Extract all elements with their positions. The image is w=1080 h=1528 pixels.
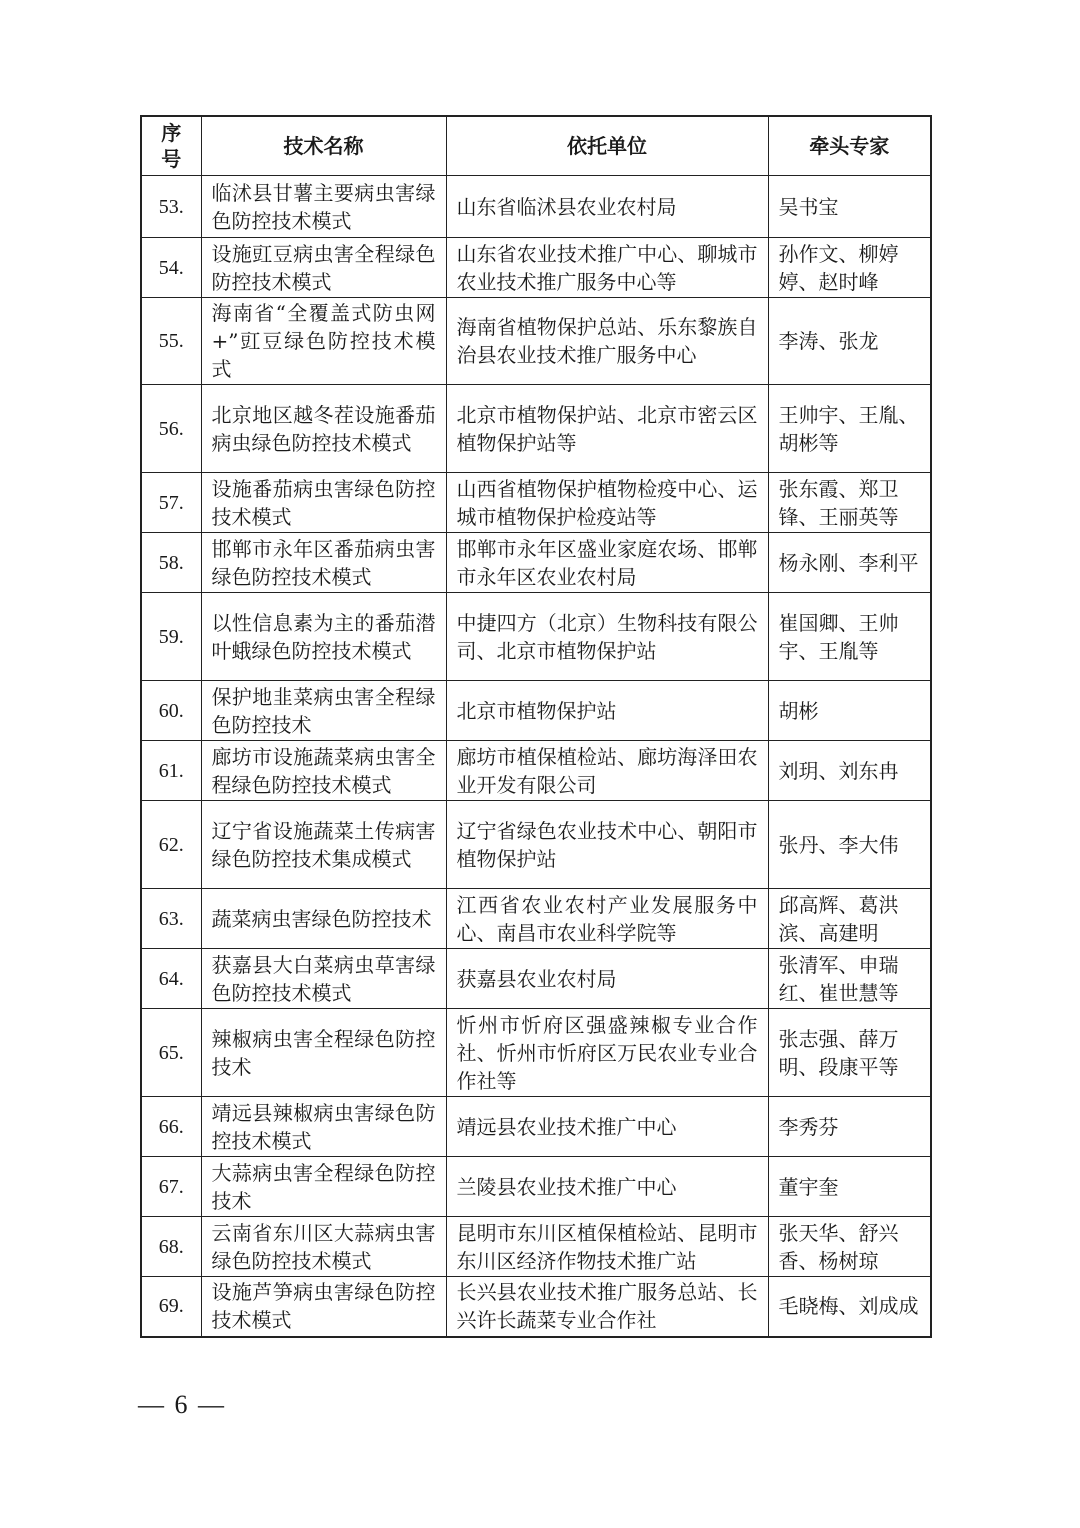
cell-seq: 66. (141, 1097, 201, 1157)
cell-seq: 58. (141, 533, 201, 593)
cell-expert: 张天华、舒兴香、杨树琼 (768, 1217, 931, 1277)
cell-unit: 江西省农业农村产业发展服务中心、南昌市农业科学院等 (446, 889, 768, 949)
cell-tech-name: 蔬菜病虫害绿色防控技术 (201, 889, 446, 949)
table-row (141, 176, 931, 238)
cell-expert: 张东霞、郑卫锋、王丽英等 (768, 473, 931, 533)
cell-tech-name: 海南省“全覆盖式防虫网+”豇豆绿色防控技术模式 (201, 298, 446, 385)
cell-seq: 57. (141, 473, 201, 533)
table-row (141, 298, 931, 385)
table-row (141, 741, 931, 801)
table-row (141, 533, 931, 593)
cell-expert: 孙作文、柳婷婷、赵时峰 (768, 238, 931, 298)
header-unit: 依托单位 (446, 116, 768, 176)
cell-seq: 67. (141, 1157, 201, 1217)
cell-tech-name: 以性信息素为主的番茄潜叶蛾绿色防控技术模式 (201, 593, 446, 681)
cell-unit: 获嘉县农业农村局 (446, 949, 768, 1009)
table-row (141, 593, 931, 681)
cell-unit: 海南省植物保护总站、乐东黎族自治县农业技术推广服务中心 (446, 298, 768, 385)
cell-tech-name: 设施番茄病虫害绿色防控技术模式 (201, 473, 446, 533)
header-seq (141, 116, 201, 176)
technology-list-table (140, 115, 932, 1338)
cell-seq: 62. (141, 801, 201, 889)
table-row (141, 1217, 931, 1277)
cell-expert: 董宇奎 (768, 1157, 931, 1217)
cell-tech-name: 邯郸市永年区番茄病虫害绿色防控技术模式 (201, 533, 446, 593)
cell-tech-name: 靖远县辣椒病虫害绿色防控技术模式 (201, 1097, 446, 1157)
cell-seq: 54. (141, 238, 201, 298)
cell-tech-name: 设施芦笋病虫害绿色防控技术模式 (201, 1277, 446, 1337)
cell-tech-name: 大蒜病虫害全程绿色防控技术 (201, 1157, 446, 1217)
cell-unit: 忻州市忻府区强盛辣椒专业合作社、忻州市忻府区万民农业专业合作社等 (446, 1009, 768, 1097)
cell-expert: 刘玥、刘东冉 (768, 741, 931, 801)
cell-expert: 张清军、申瑞红、崔世慧等 (768, 949, 931, 1009)
table-row (141, 681, 931, 741)
table-row (141, 1009, 931, 1097)
cell-expert: 张丹、李大伟 (768, 801, 931, 889)
cell-tech-name: 获嘉县大白菜病虫草害绿色防控技术模式 (201, 949, 446, 1009)
cell-expert: 杨永刚、李利平 (768, 533, 931, 593)
cell-tech-name: 辽宁省设施蔬菜土传病害绿色防控技术集成模式 (201, 801, 446, 889)
cell-unit: 北京市植物保护站 (446, 681, 768, 741)
cell-unit: 中捷四方（北京）生物科技有限公司、北京市植物保护站 (446, 593, 768, 681)
table-row (141, 1277, 931, 1337)
header-seq-char-1: 序 (161, 121, 182, 145)
cell-expert: 吴书宝 (768, 176, 931, 238)
cell-seq: 65. (141, 1009, 201, 1097)
cell-seq: 55. (141, 298, 201, 385)
header-tech-name: 技术名称 (201, 116, 446, 176)
cell-seq: 68. (141, 1217, 201, 1277)
table-row (141, 238, 931, 298)
cell-tech-name: 云南省东川区大蒜病虫害绿色防控技术模式 (201, 1217, 446, 1277)
cell-expert: 胡彬 (768, 681, 931, 741)
cell-unit: 邯郸市永年区盛业家庭农场、邯郸市永年区农业农村局 (446, 533, 768, 593)
cell-expert: 邱高辉、葛洪滨、高建明 (768, 889, 931, 949)
cell-unit: 兰陵县农业技术推广中心 (446, 1157, 768, 1217)
cell-tech-name: 设施豇豆病虫害全程绿色防控技术模式 (201, 238, 446, 298)
cell-seq: 69. (141, 1277, 201, 1337)
table-row (141, 801, 931, 889)
cell-expert: 崔国卿、王帅宇、王胤等 (768, 593, 931, 681)
cell-tech-name: 保护地韭菜病虫害全程绿色防控技术 (201, 681, 446, 741)
cell-unit: 山东省农业技术推广中心、聊城市农业技术推广服务中心等 (446, 238, 768, 298)
cell-unit: 长兴县农业技术推广服务总站、长兴许长蔬菜专业合作社 (446, 1277, 768, 1337)
table-row (141, 1097, 931, 1157)
cell-tech-name: 廊坊市设施蔬菜病虫害全程绿色防控技术模式 (201, 741, 446, 801)
cell-seq: 61. (141, 741, 201, 801)
cell-expert: 毛晓梅、刘成成 (768, 1277, 931, 1337)
cell-seq: 59. (141, 593, 201, 681)
page-number: — 6 — (138, 1390, 226, 1419)
table-header-row (141, 116, 931, 176)
cell-unit: 北京市植物保护站、北京市密云区植物保护站等 (446, 385, 768, 473)
cell-tech-name: 临沭县甘薯主要病虫害绿色防控技术模式 (201, 176, 446, 238)
table-row (141, 1157, 931, 1217)
table-row (141, 473, 931, 533)
cell-unit: 山西省植物保护植物检疫中心、运城市植物保护检疫站等 (446, 473, 768, 533)
cell-unit: 廊坊市植保植检站、廊坊海泽田农业开发有限公司 (446, 741, 768, 801)
cell-expert: 李涛、张龙 (768, 298, 931, 385)
cell-tech-name: 北京地区越冬茬设施番茄病虫绿色防控技术模式 (201, 385, 446, 473)
header-expert: 牵头专家 (768, 116, 931, 176)
table-row (141, 889, 931, 949)
cell-expert: 张志强、薛万明、段康平等 (768, 1009, 931, 1097)
table-body (141, 176, 931, 1337)
cell-tech-name: 辣椒病虫害全程绿色防控技术 (201, 1009, 446, 1097)
cell-unit: 山东省临沭县农业农村局 (446, 176, 768, 238)
cell-seq: 56. (141, 385, 201, 473)
cell-expert: 李秀芬 (768, 1097, 931, 1157)
table-row (141, 949, 931, 1009)
cell-seq: 53. (141, 176, 201, 238)
table-row (141, 385, 931, 473)
cell-unit: 昆明市东川区植保植检站、昆明市东川区经济作物技术推广站 (446, 1217, 768, 1277)
cell-seq: 60. (141, 681, 201, 741)
cell-seq: 63. (141, 889, 201, 949)
cell-unit: 辽宁省绿色农业技术中心、朝阳市植物保护站 (446, 801, 768, 889)
cell-seq: 64. (141, 949, 201, 1009)
cell-expert: 王帅宇、王胤、胡彬等 (768, 385, 931, 473)
header-seq-char-2: 号 (161, 147, 182, 171)
cell-unit: 靖远县农业技术推广中心 (446, 1097, 768, 1157)
